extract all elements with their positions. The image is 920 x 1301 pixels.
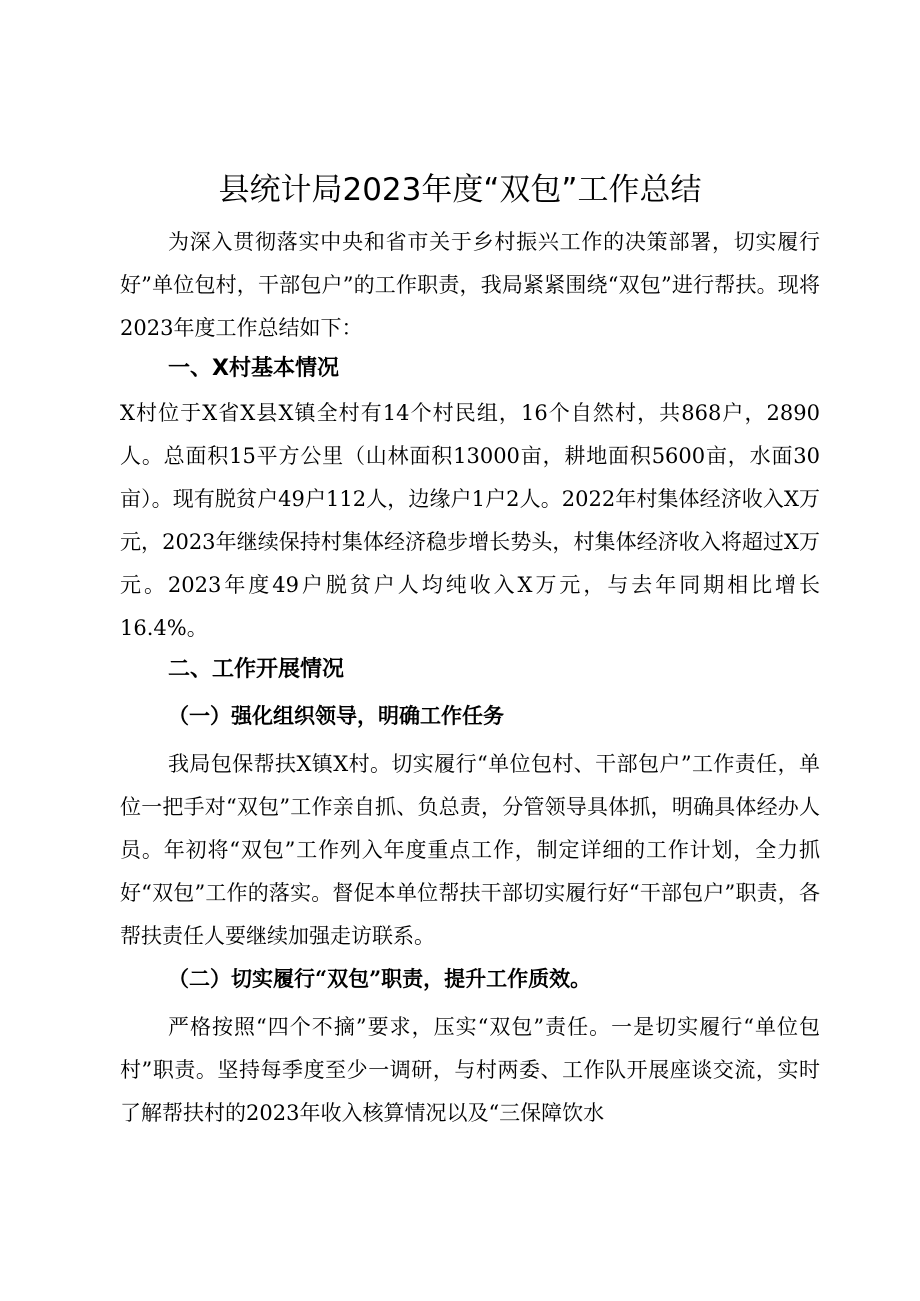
subsection2-paragraph: 严格按照“四个不摘”要求，压实“双包”责任。一是切实履行“单位包村”职责。坚持每季度至少一调研，与村两委、工作队开展座谈交流，实时了解帮扶村的2023年收入核算情况以及“三保障饮水	[120, 1015, 820, 1125]
section1-paragraph: X村位于X省X县X镇全村有14个村民组，16个自然村，共868户，2890人。总面积15平方公里（山林面积13000亩，耕地面积5600亩，水面30亩）。现有脱贫户49户112人，边缘户1户2人。2022年村集体经济收入X万元，2023年继续保持村集体经济稳步增长势头，村集体经济收入将超过X万元。2023年度49户脱贫户人均纯收入X万元，与去年同期相比增长16.4%。	[120, 401, 820, 640]
subsection2-heading: （二）切实履行“双包”职责，提升工作质效。	[168, 966, 592, 991]
section1-heading: 一、X村基本情况	[168, 356, 339, 381]
intro-paragraph: 为深入贯彻落实中央和省市关于乡村振兴工作的决策部署，切实履行好”单位包村，干部包户”的工作职责，我局紧紧围绕“双包”进行帮扶。现将2023年度工作总结如下：	[120, 230, 820, 340]
document-title: 县统计局2023年度“双包”工作总结	[218, 172, 702, 208]
section2-heading: 二、工作开展情况	[168, 657, 345, 682]
subsection1-heading: （一）强化组织领导，明确工作任务	[168, 703, 504, 728]
subsection1-paragraph: 我局包保帮扶X镇X村。切实履行“单位包村、干部包户”工作责任，单位一把手对“双包”工作亲自抓、负总责，分管领导具体抓，明确具体经办人员。年初将“双包”工作列入年度重点工作，制定详细的工作计划，全力抓好“双包”工作的落实。督促本单位帮扶干部切实履行好“干部包户”职责，各帮扶责任人要继续加强走访联系。	[120, 752, 820, 948]
